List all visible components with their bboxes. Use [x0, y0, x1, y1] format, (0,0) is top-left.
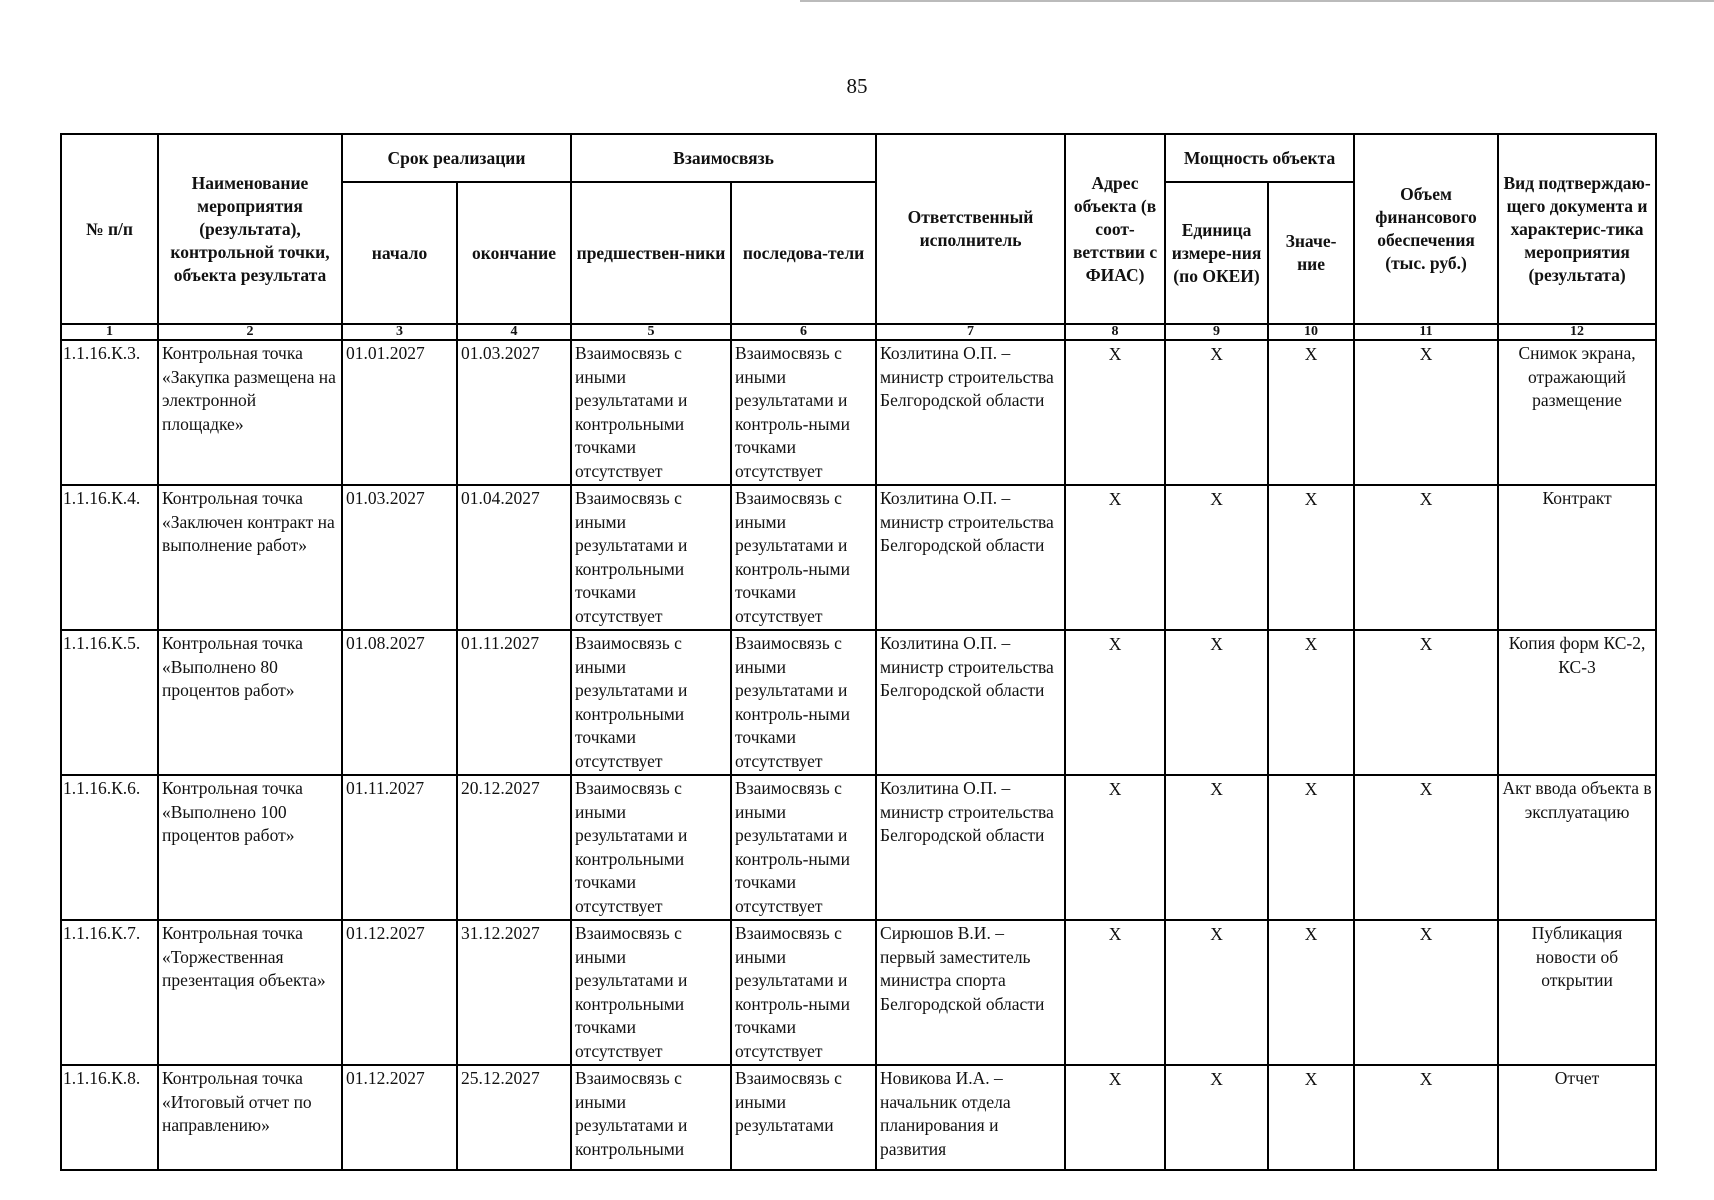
cell-end: 01.04.2027	[457, 485, 571, 630]
cell-responsible: Сирюшов В.И. – первый заместитель министра спорта Белгородской области	[876, 920, 1065, 1065]
cell-end: 31.12.2027	[457, 920, 571, 1065]
cell-doc: Копия форм КС-2, КС-3	[1498, 630, 1656, 775]
cell-address: Х	[1065, 920, 1165, 1065]
control-points-table	[60, 133, 1657, 1171]
header-start: начало	[342, 182, 457, 324]
cell-successors: Взаимосвязь с иными результатами и контроль-ными точками отсутствует	[731, 340, 876, 485]
cell-finance: Х	[1354, 920, 1498, 1065]
page-number: 85	[846, 74, 868, 98]
cell-start: 01.01.2027	[342, 340, 457, 485]
column-number: 10	[1268, 324, 1354, 340]
column-number: 1	[61, 324, 158, 340]
column-number: 8	[1065, 324, 1165, 340]
cell-doc: Публикация новости об открытии	[1498, 920, 1656, 1065]
header-value: Значе-ние	[1268, 182, 1354, 324]
cell-end: 01.11.2027	[457, 630, 571, 775]
table-row	[61, 1065, 1656, 1170]
cell-unit: Х	[1165, 340, 1268, 485]
cell-doc: Акт ввода объекта в эксплуатацию	[1498, 775, 1656, 920]
cell-successors: Взаимосвязь с иными результатами и контроль-ными точками отсутствует	[731, 775, 876, 920]
cell-predecessors: Взаимосвязь с иными результатами и контрольными точками отсутствует	[571, 485, 731, 630]
column-number: 6	[731, 324, 876, 340]
cell-value: Х	[1268, 775, 1354, 920]
header-doc-type: Вид подтверждаю-щего документа и характерис-тика мероприятия (результата)	[1498, 134, 1656, 324]
header-predecessors: предшествен-ники	[571, 182, 731, 324]
cell-address: Х	[1065, 1065, 1165, 1170]
cell-end: 25.12.2027	[457, 1065, 571, 1170]
cell-doc: Отчет	[1498, 1065, 1656, 1170]
header-relation: Взаимосвязь	[571, 134, 876, 182]
cell-unit: Х	[1165, 775, 1268, 920]
header-successors: последова-тели	[731, 182, 876, 324]
column-number: 11	[1354, 324, 1498, 340]
table-row	[61, 920, 1656, 1065]
table-row	[61, 485, 1656, 630]
header-name: Наименование мероприятия (результата), контрольной точки, объекта результата	[158, 134, 342, 324]
cell-predecessors: Взаимосвязь с иными результатами и контрольными точками отсутствует	[571, 340, 731, 485]
cell-start: 01.12.2027	[342, 920, 457, 1065]
cell-end: 20.12.2027	[457, 775, 571, 920]
cell-predecessors: Взаимосвязь с иными результатами и контрольными точками отсутствует	[571, 630, 731, 775]
cell-doc: Снимок экрана, отражающий размещение	[1498, 340, 1656, 485]
cell-name: Контрольная точка «Заключен контракт на выполнение работ»	[158, 485, 342, 630]
cell-successors: Взаимосвязь с иными результатами и контроль-ными точками отсутствует	[731, 920, 876, 1065]
cell-responsible: Козлитина О.П. – министр строительства Белгородской области	[876, 485, 1065, 630]
cell-unit: Х	[1165, 630, 1268, 775]
header-address: Адрес объекта (в соот-ветствии с ФИАС)	[1065, 134, 1165, 324]
cell-name: Контрольная точка «Итоговый отчет по направлению»	[158, 1065, 342, 1170]
cell-value: Х	[1268, 630, 1354, 775]
cell-finance: Х	[1354, 630, 1498, 775]
column-number: 9	[1165, 324, 1268, 340]
cell-value: Х	[1268, 340, 1354, 485]
table-row	[61, 775, 1656, 920]
column-numbers-row	[61, 324, 1656, 340]
cell-num: 1.1.16.К.4.	[61, 485, 158, 630]
cell-doc: Контракт	[1498, 485, 1656, 630]
cell-successors: Взаимосвязь с иными результатами	[731, 1065, 876, 1170]
cell-start: 01.03.2027	[342, 485, 457, 630]
cell-value: Х	[1268, 1065, 1354, 1170]
table-row	[61, 340, 1656, 485]
cell-unit: Х	[1165, 485, 1268, 630]
column-number: 3	[342, 324, 457, 340]
cell-address: Х	[1065, 485, 1165, 630]
header-capacity: Мощность объекта	[1165, 134, 1354, 182]
cell-value: Х	[1268, 485, 1354, 630]
cell-predecessors: Взаимосвязь с иными результатами и контрольными точками отсутствует	[571, 920, 731, 1065]
header-period: Срок реализации	[342, 134, 571, 182]
cell-address: Х	[1065, 630, 1165, 775]
column-number: 7	[876, 324, 1065, 340]
cell-num: 1.1.16.К.6.	[61, 775, 158, 920]
column-number: 4	[457, 324, 571, 340]
cell-num: 1.1.16.К.3.	[61, 340, 158, 485]
cell-address: Х	[1065, 340, 1165, 485]
cell-responsible: Козлитина О.П. – министр строительства Белгородской области	[876, 340, 1065, 485]
cell-start: 01.12.2027	[342, 1065, 457, 1170]
cell-start: 01.08.2027	[342, 630, 457, 775]
cell-num: 1.1.16.К.8.	[61, 1065, 158, 1170]
cell-successors: Взаимосвязь с иными результатами и контроль-ными точками отсутствует	[731, 630, 876, 775]
cell-responsible: Новикова И.А. – начальник отдела планирования и развития	[876, 1065, 1065, 1170]
cell-num: 1.1.16.К.5.	[61, 630, 158, 775]
column-number: 12	[1498, 324, 1656, 340]
cell-predecessors: Взаимосвязь с иными результатами и контрольными точками отсутствует	[571, 775, 731, 920]
cell-unit: Х	[1165, 920, 1268, 1065]
cell-end: 01.03.2027	[457, 340, 571, 485]
cell-responsible: Козлитина О.П. – министр строительства Белгородской области	[876, 630, 1065, 775]
cell-num: 1.1.16.К.7.	[61, 920, 158, 1065]
column-number: 5	[571, 324, 731, 340]
column-number: 2	[158, 324, 342, 340]
header-finance: Объем финансового обеспечения (тыс. руб.)	[1354, 134, 1498, 324]
cell-name: Контрольная точка «Закупка размещена на электронной площадке»	[158, 340, 342, 485]
cell-name: Контрольная точка «Торжественная презентация объекта»	[158, 920, 342, 1065]
cell-unit: Х	[1165, 1065, 1268, 1170]
header-responsible: Ответственный исполнитель	[876, 134, 1065, 324]
table-row	[61, 630, 1656, 775]
header-unit: Единица измере-ния (по ОКЕИ)	[1165, 182, 1268, 324]
cell-responsible: Козлитина О.П. – министр строительства Белгородской области	[876, 775, 1065, 920]
top-border-line	[800, 0, 1714, 2]
header-num: № п/п	[61, 134, 158, 324]
cell-finance: Х	[1354, 340, 1498, 485]
cell-name: Контрольная точка «Выполнено 80 процентов работ»	[158, 630, 342, 775]
cell-finance: Х	[1354, 485, 1498, 630]
cell-predecessors: Взаимосвязь с иными результатами и контрольными	[571, 1065, 731, 1170]
cell-value: Х	[1268, 920, 1354, 1065]
cell-name: Контрольная точка «Выполнено 100 процентов работ»	[158, 775, 342, 920]
cell-finance: Х	[1354, 1065, 1498, 1170]
cell-finance: Х	[1354, 775, 1498, 920]
cell-start: 01.11.2027	[342, 775, 457, 920]
header-end: окончание	[457, 182, 571, 324]
cell-address: Х	[1065, 775, 1165, 920]
cell-successors: Взаимосвязь с иными результатами и контроль-ными точками отсутствует	[731, 485, 876, 630]
